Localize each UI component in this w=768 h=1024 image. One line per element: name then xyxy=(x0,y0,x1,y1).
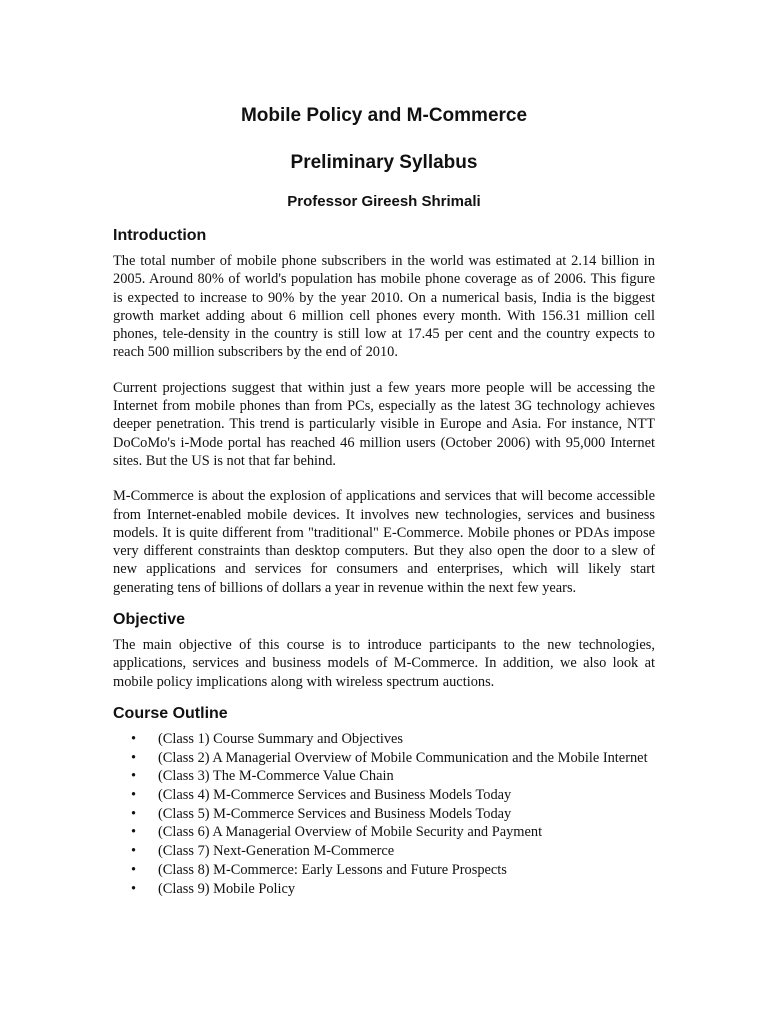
list-item-text: (Class 3) The M-Commerce Value Chain xyxy=(158,768,394,785)
list-item-text: (Class 8) M-Commerce: Early Lessons and Future Prospects xyxy=(158,861,507,878)
bullet-icon: • xyxy=(131,805,137,822)
list-item-text: (Class 9) Mobile Policy xyxy=(158,880,296,897)
list-item xyxy=(113,730,655,749)
document-title: Mobile Policy and M-Commerce xyxy=(240,105,528,126)
introduction-paragraph-3: M-Commerce is about the explosion of applications and services that will become accessible from Internet-enabled mobile devices. It involves new technologies, services and business models. It is quite different from "traditional" E-Commerce. Mobile phones or PDAs impose very different constraints than desktop computers. But they also open the door to a slew of new applications and services for consumers and enterprises, which will likely start generating tens of billions of dollars a year in revenue within the next few years. xyxy=(113,488,655,596)
document-author: Professor Gireesh Shrimali xyxy=(287,193,481,210)
bullet-icon: • xyxy=(131,787,137,804)
list-item-text: (Class 6) A Managerial Overview of Mobile Security and Payment xyxy=(158,824,543,841)
list-item-text: (Class 4) M-Commerce Services and Business Models Today xyxy=(158,787,512,804)
list-item xyxy=(113,861,655,880)
list-item xyxy=(113,749,655,768)
bullet-icon: • xyxy=(131,861,137,878)
introduction-paragraph-1: The total number of mobile phone subscribers in the world was estimated at 2.14 billion in 2005. Around 80% of world's population has mobile phone coverage as of 2006. This figure is expected to increase to 90% by the year 2010. On a numerical basis, India is the biggest growth market adding about 6 million cell phones every month. With 156.31 million cell phones, tele-density in the country is still low at 17.45 per cent and the country expects to reach 500 million subscribers by the end of 2010. xyxy=(113,253,655,361)
introduction-heading: Introduction xyxy=(113,227,207,244)
syllabus-page xyxy=(113,104,655,898)
course-outline-heading: Course Outline xyxy=(113,704,228,722)
list-item xyxy=(113,786,655,805)
bullet-icon: • xyxy=(131,824,137,841)
bullet-icon: • xyxy=(131,768,137,785)
list-item-text: (Class 5) M-Commerce Services and Business Models Today xyxy=(158,805,512,822)
bullet-icon: • xyxy=(131,749,137,766)
bullet-icon: • xyxy=(131,843,137,860)
objective-section xyxy=(113,610,655,691)
course-outline-section xyxy=(113,704,655,898)
course-outline-list xyxy=(113,730,655,898)
list-item-text: (Class 7) Next-Generation M-Commerce xyxy=(158,843,395,860)
list-item-text: (Class 2) A Managerial Overview of Mobile Communication and the Mobile Internet xyxy=(158,749,648,766)
objective-heading: Objective xyxy=(113,611,186,629)
list-item xyxy=(113,823,655,842)
list-item xyxy=(113,880,655,899)
introduction-paragraph-2: Current projections suggest that within just a few years more people will be accessing the Internet from mobile phones than from PCs, especially as the latest 3G technology achieves deeper penetration. This trend is particularly visible in Europe and Asia. For instance, NTT DoCoMo's i-Mode portal has reached 46 million users (October 2006) with 95,000 Internet sites. But the US is not that far behind. xyxy=(113,379,655,469)
list-item xyxy=(113,767,655,786)
list-item xyxy=(113,842,655,861)
bullet-icon: • xyxy=(131,880,137,897)
introduction-section xyxy=(113,226,655,597)
list-item xyxy=(113,805,655,824)
objective-paragraph: The main objective of this course is to introduce participants to the new technologies, applications, services and business models of M-Commerce. In addition, we also look at mobile policy implications along with wireless spectrum auctions. xyxy=(113,637,655,690)
list-item-text: (Class 1) Course Summary and Objectives xyxy=(158,730,403,747)
document-subtitle: Preliminary Syllabus xyxy=(290,152,478,173)
bullet-icon: • xyxy=(131,730,137,747)
